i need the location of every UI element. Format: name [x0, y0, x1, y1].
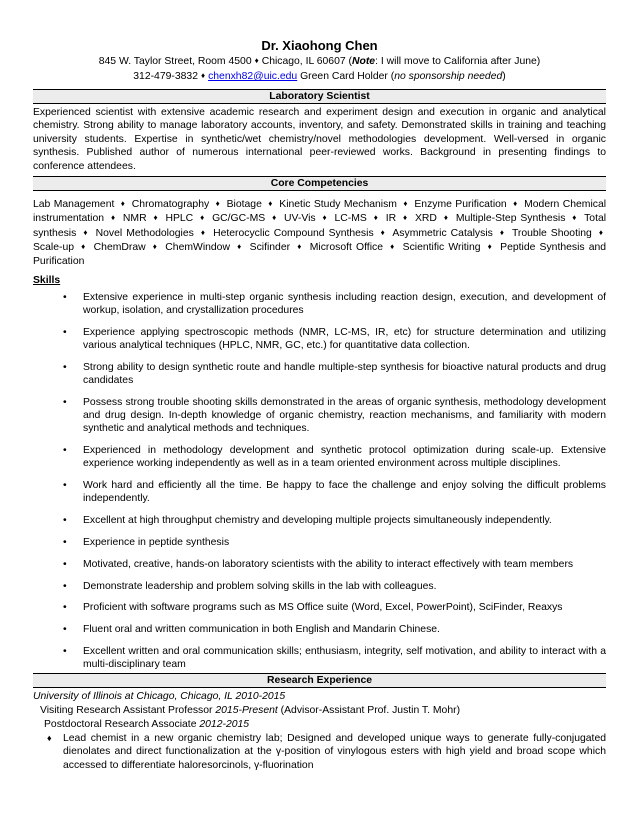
sponsorship-note: no sponsorship needed [394, 71, 503, 82]
separator-icon: ♦ [254, 56, 259, 65]
separator-icon: ♦ [272, 213, 278, 223]
competency-item: Peptide Synthesis and Purification [33, 242, 607, 267]
skill-text: Demonstrate leadership and problem solving skills in the lab with colleagues. [83, 580, 437, 592]
competency-item: GC/GC-MS [212, 213, 266, 225]
skill-item [33, 291, 606, 317]
competency-item: Modern Chemical instrumentation [33, 199, 607, 225]
skill-text: Strong ability to design synthetic route and handle multiple-step synthesis for bioactive natural products and drug candidates [83, 362, 606, 387]
close-paren: ) [502, 71, 506, 82]
separator-icon: ♦ [200, 71, 206, 80]
city: Chicago, IL 60607 ( [261, 56, 352, 67]
bullet-icon: • [63, 362, 67, 374]
skill-item [33, 645, 606, 671]
competency-item: XRD [415, 213, 437, 225]
separator-icon: ♦ [268, 199, 273, 209]
research-bullet-text: Lead chemist in a new organic chemistry lab; Designed and developed unique ways to generate fully-conjugated dienolates and direct functionalization at the γ-position of vinylogous esters with high yield and broad scope which accessed to differentiate haloresorcinols, γ-fluorination [63, 733, 606, 771]
competency-item: Total synthesis [33, 213, 607, 239]
skill-text: Experience applying spectroscopic methods (NMR, LC-MS, IR, etc) for structure determination and utilizing various analytical techniques (HPLC, NMR, GC, etc.) for quantitative data collection. [83, 327, 606, 352]
research-role-1 [33, 704, 606, 718]
role2-dates: 2012-2015 [199, 719, 250, 731]
bullet-icon: • [63, 515, 67, 527]
competency-item: Lab Management [33, 199, 115, 211]
skill-text: Proficient with software programs such as MS Office suite (Word, Excel, PowerPoint), SciFinder, Reaxys [83, 602, 563, 614]
bullet-icon: • [63, 646, 67, 658]
separator-icon: ♦ [153, 213, 159, 223]
competency-item: Novel Methodologies [95, 227, 194, 239]
candidate-name: Dr. Xiaohong Chen [261, 38, 378, 53]
competency-item: IR [385, 213, 397, 225]
diamond-bullet-icon: ♦ [47, 733, 52, 744]
separator-icon: ♦ [215, 199, 221, 209]
competency-item: LC-MS [334, 213, 367, 225]
bullet-icon: • [63, 624, 67, 636]
note-label: Note [352, 56, 376, 67]
separator-icon: ♦ [572, 213, 578, 223]
skill-item [33, 514, 606, 527]
competency-item: Kinetic Study Mechanism [279, 199, 397, 211]
skill-item [33, 444, 606, 470]
separator-icon: ♦ [200, 213, 206, 223]
research-heading: Research Experience [33, 673, 606, 688]
separator-icon: ♦ [403, 213, 409, 223]
competency-item: Asymmetric Catalysis [392, 227, 493, 239]
bullet-icon: • [63, 602, 67, 614]
competency-item: Multiple-Step Synthesis [455, 213, 566, 225]
separator-icon: ♦ [499, 227, 506, 237]
research-role-2 [33, 718, 606, 732]
bullet-icon: • [63, 292, 67, 304]
skill-text: Excellent written and oral communication skills; enthusiasm, integrity, self motivation, and ability to interact with a multi-disciplinary team [83, 646, 606, 671]
skill-text: Possess strong trouble shooting skills demonstrated in the areas of organic synthesis, methodology development and drug design. In-depth knowledge of organic chemistry, reaction mechanisms, and familiarity with modern synthetic and analytical methods and techniques. [83, 397, 606, 435]
skill-text: Extensive experience in multi-step organic synthesis including reaction design, execution, and development of workup, isolation, and crystallization procedures [83, 292, 606, 317]
contact-line-2 [33, 69, 606, 84]
competency-item: NMR [122, 213, 147, 225]
skill-text: Work hard and efficiently all the time. Be happy to face the challenge and enjoy solving the difficult problems independently. [83, 480, 606, 505]
role1-title: Visiting Research Assistant Professor [40, 705, 216, 717]
separator-icon: ♦ [373, 213, 379, 223]
skill-item [33, 479, 606, 505]
competency-item: Enzyme Purification [414, 199, 507, 211]
skill-text: Experienced in methodology development and synthetic protocol optimization during scale-up. Extensive experience working independently as well as in a team oriented environment across multiple disciplines. [83, 445, 606, 470]
bullet-icon: • [63, 445, 67, 457]
skill-text: Excellent at high throughput chemistry and developing multiple projects simultaneously independently. [83, 515, 552, 527]
skill-item [33, 361, 606, 387]
address: 845 W. Taylor Street, Room 4500 [98, 56, 252, 67]
separator-icon: ♦ [83, 227, 89, 237]
phone: 312-479-3832 [133, 71, 198, 82]
competency-item: Trouble Shooting [511, 227, 592, 239]
skill-item [33, 558, 606, 571]
separator-icon: ♦ [390, 242, 396, 252]
skills-heading: Skills [33, 275, 61, 287]
separator-icon: ♦ [152, 242, 159, 252]
bullet-icon: • [63, 580, 67, 592]
bullet-icon: • [63, 558, 67, 570]
note-text: : I will move to California after June) [375, 56, 541, 67]
competency-item: HPLC [165, 213, 194, 225]
bullet-icon: • [63, 327, 67, 339]
competency-item: ChemDraw [93, 242, 146, 254]
competency-item: Microsoft Office [309, 242, 383, 254]
separator-icon: ♦ [110, 213, 117, 223]
objective-summary: Experienced scientist with extensive academic research and experiment design and execution in organic and analytical chemistry. Strong ability to manage laboratory accounts, inventory, and safety. Demonstrated skills in training and teaching university students. Expertise in synthetic/wet chemistry/novel methodologies development. Well-versed in organic synthesis. Published author of numerous international peer-reviewed works. Background in presenting findings to conference attendees. [33, 107, 606, 172]
separator-icon: ♦ [81, 242, 87, 252]
competency-item: Chromatography [131, 199, 210, 211]
skill-item [33, 623, 606, 636]
competency-item: Scientific Writing [402, 242, 481, 254]
competency-item: Biotage [226, 199, 262, 211]
contact-line-1 [33, 54, 606, 69]
separator-icon: ♦ [200, 227, 207, 237]
separator-icon: ♦ [403, 199, 408, 209]
skill-item [33, 580, 606, 593]
research-org: University of Illinois at Chicago, Chicago, IL 2010-2015 [33, 691, 286, 703]
competency-item: Scifinder [249, 242, 291, 254]
role2-title: Postdoctoral Research Associate [44, 719, 200, 731]
competency-item: Scale-up [33, 242, 75, 254]
separator-icon: ♦ [513, 199, 518, 209]
email-link[interactable]: chenxh82@uic.edu [208, 71, 298, 82]
green-card: Green Card Holder ( [297, 71, 395, 82]
skill-item [33, 326, 606, 352]
skill-item [33, 536, 606, 549]
separator-icon: ♦ [443, 213, 449, 223]
skill-item [33, 396, 606, 436]
competencies-heading: Core Competencies [33, 176, 606, 191]
research-bullet [33, 732, 606, 772]
skill-text: Experience in peptide synthesis [83, 537, 230, 549]
role1-dates: 2015-Present [215, 705, 278, 717]
separator-icon: ♦ [487, 242, 494, 252]
resume-page [33, 0, 606, 772]
skill-text: Fluent oral and written communication in both English and Mandarin Chinese. [83, 624, 440, 636]
research-section [33, 690, 606, 772]
separator-icon: ♦ [322, 213, 328, 223]
role1-advisor: (Advisor-Assistant Prof. Justin T. Mohr) [277, 705, 461, 717]
competency-item: ChemWindow [165, 242, 230, 254]
separator-icon: ♦ [120, 199, 126, 209]
bullet-icon: • [63, 480, 67, 492]
skill-item [33, 601, 606, 614]
separator-icon: ♦ [380, 227, 386, 237]
bullet-icon: • [63, 397, 67, 409]
separator-icon: ♦ [237, 242, 243, 252]
separator-icon: ♦ [598, 227, 603, 237]
competencies-list [33, 197, 606, 268]
competency-item: Heterocyclic Compound Synthesis [213, 227, 374, 239]
bullet-icon: • [63, 537, 67, 549]
skill-text: Motivated, creative, hands-on laboratory scientists with the ability to interact effectively with team members [83, 558, 574, 570]
competency-item: UV-Vis [284, 213, 316, 225]
skills-list [33, 291, 606, 671]
separator-icon: ♦ [297, 242, 303, 252]
objective-heading: Laboratory Scientist [33, 89, 606, 104]
